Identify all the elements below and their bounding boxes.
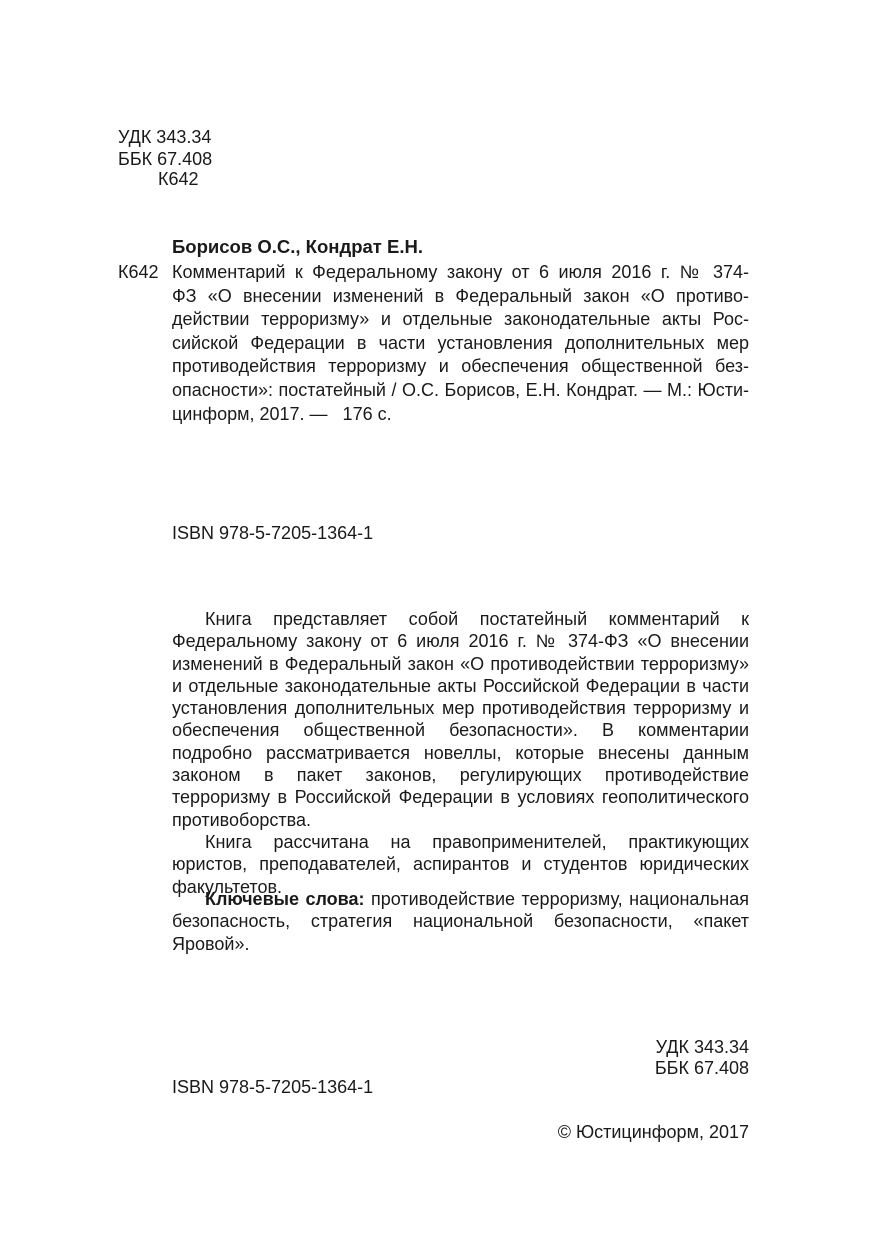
biblio-line: сийской Федерации в части установления дополнительных мер: [172, 332, 749, 353]
author-sign-biblio: К642: [118, 262, 159, 282]
biblio-line: цинформ, 2017. — 176 с.: [172, 403, 392, 424]
biblio-line: ФЗ «О внесении изменений в Федеральный закон «О противо-: [172, 285, 749, 306]
annotation-paragraph: Книга представляет собой постатейный комментарий к Федеральному закону от 6 июля 2016 г. № 374-ФЗ «О внесении изменений в Федеральный закон «О противодействии терроризму» и отдельные законодательные акты Российской Федерации в части установления дополнительных мер противодействия терроризму и обеспечения общественной безопасности». В комментарии подробно рассматривается новеллы, которые внесены данным законом в пакет законов, регулирующих противодействие терроризму в Российской Федерации в условиях геополитического противоборства.: [172, 609, 749, 830]
biblio-line: опасности»: постатейный / О.С. Борисов, Е.Н. Кондрат. — М.: Юсти-: [172, 379, 749, 400]
udk-code-bottom: УДК 343.34: [655, 1037, 749, 1057]
authors: Борисов О.С., Кондрат Е.Н.: [172, 236, 423, 257]
annotation: [172, 608, 749, 898]
biblio-line: действии терроризму» и отдельные законодательные акты Рос-: [172, 309, 749, 330]
keywords-text: противодействие терроризму, национальная безопасность, стратегия национальной безопасности, «пакет Яровой».: [172, 889, 749, 954]
keywords: [172, 888, 749, 955]
biblio-line: Комментарий к Федеральному закону от 6 июля 2016 г. № 374-: [172, 262, 749, 282]
copyright: © Юстицинформ, 2017: [557, 1122, 749, 1142]
keywords-label: Ключевые слова:: [205, 889, 365, 909]
bibliographic-description: [172, 261, 749, 426]
bbk-code-top: ББК 67.408: [118, 149, 213, 169]
author-sign-top: К642: [158, 169, 199, 189]
isbn: ISBN 978-5-7205-1364-1: [172, 523, 374, 543]
biblio-line: противодействия терроризму и обеспечения общественной без-: [172, 356, 749, 377]
annotation-paragraph: Книга рассчитана на правоприменителей, практикующих юристов, преподавателей, аспирантов и студентов юридических факультетов.: [172, 831, 749, 897]
udk-code-top: УДК 343.34: [118, 127, 212, 147]
bbk-code-bottom: ББК 67.408: [654, 1058, 749, 1078]
isbn-bottom: ISBN 978-5-7205-1364-1: [172, 1077, 374, 1097]
